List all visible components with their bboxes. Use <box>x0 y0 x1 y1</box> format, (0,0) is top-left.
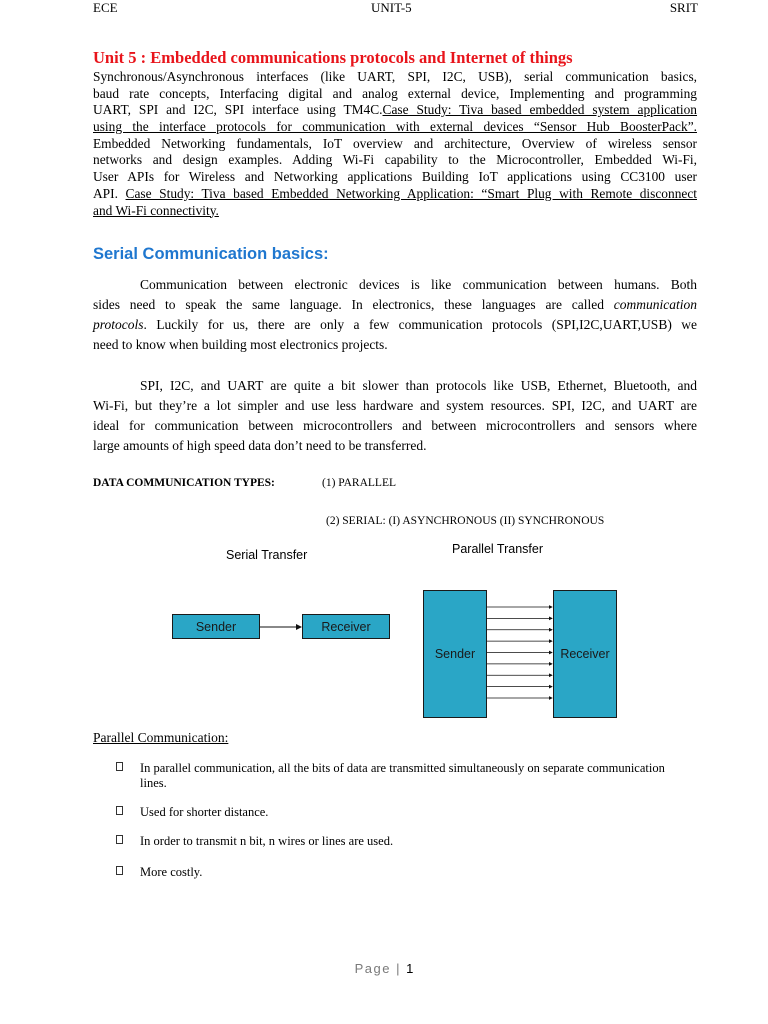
bullet-text: In order to transmit n bit, n wires or lines are used. <box>140 834 394 848</box>
header-left: ECE <box>93 0 118 15</box>
para-line: SPI, I2C, and UART are quite a bit slower than protocols like USB, Ethernet, Bluetooth, and <box>140 378 697 393</box>
serial-transfer-title: Serial Transfer <box>226 548 308 562</box>
parallel-receiver-label: Receiver <box>560 647 610 661</box>
bullet-text: More costly. <box>140 865 203 879</box>
para-text: . Luckily for us, there are only a few communication protocols (SPI,I2C,UART,USB) we <box>143 317 697 332</box>
para-text: sides need to speak the same language. In electronics, these languages are called <box>93 297 614 312</box>
syllabus-line-underlined[interactable]: and Wi-Fi connectivity. <box>93 202 219 218</box>
syllabus-line: networks and design examples. Adding Wi-Fi capability to the Microcontroller, Embedded Wi-Fi, <box>93 152 697 168</box>
parallel-receiver-box <box>553 590 617 718</box>
parallel-arrows <box>487 607 552 698</box>
square-bullet-icon <box>116 866 123 875</box>
page-footer: Page | 1 <box>354 961 414 976</box>
para-line: Wi-Fi, but they’re a lot simpler and use less hardware and system resources. SPI, I2C, and UART are <box>93 398 697 413</box>
bullet-text: In parallel communication, all the bits of data are transmitted simultaneously on separate communication lines. <box>140 761 665 790</box>
para-italic: communication <box>613 297 697 312</box>
header-right: SRIT <box>669 0 698 15</box>
para-italic: protocols <box>93 317 144 332</box>
square-bullet-icon <box>116 806 123 815</box>
syllabus-line-underlined[interactable]: using the interface protocols for communication with external devices “Sensor Hub BoosterPack”. <box>93 119 697 135</box>
syllabus-line: baud rate concepts, Interfacing digital and analog external device, Implementing and programming <box>93 85 697 101</box>
section-heading: Serial Communication basics: <box>93 245 329 263</box>
page-label: Page <box>354 961 392 976</box>
parallel-sender-box <box>423 590 487 718</box>
comm-type-serial: (2) SERIAL: (I) ASYNCHRONOUS (II) SYNCHRONOUS <box>326 515 605 527</box>
unit-title: Unit 5 : Embedded communications protocols and Internet of things <box>93 48 573 67</box>
parallel-transfer-title: Parallel Transfer <box>452 542 544 556</box>
square-bullet-icon <box>116 835 123 844</box>
para-line: large amounts of high speed data don’t need to be transferred. <box>93 438 427 453</box>
comm-types-label: DATA COMMUNICATION TYPES: <box>93 477 275 489</box>
parallel-communication-heading: Parallel Communication: <box>93 730 229 745</box>
syllabus-text: API. <box>93 185 126 201</box>
para-line: ideal for communication between microcontrollers and between microcontrollers and sensors where <box>93 418 697 433</box>
serial-receiver-label: Receiver <box>321 619 371 634</box>
case-study-link-1[interactable]: Case Study: Tiva based embedded system application <box>382 102 698 118</box>
square-bullet-icon <box>116 762 123 771</box>
syllabus-line: Embedded Networking fundamentals, IoT overview and architecture, Overview of wireless sensor <box>93 135 697 151</box>
page-number: 1 <box>406 961 414 976</box>
syllabus-line: Synchronous/Asynchronous interfaces (like UART, SPI, I2C, USB), serial communication basics, <box>93 69 697 84</box>
para-line: need to know when building most electronics projects. <box>93 337 388 352</box>
header-center: UNIT-5 <box>371 0 412 15</box>
syllabus-line: User APIs for Wireless and Networking applications Building IoT applications using CC3100 user <box>93 169 697 185</box>
parallel-sender-label: Sender <box>434 647 476 661</box>
case-study-link-2[interactable]: Case Study: Tiva based Embedded Networking Application: “Smart Plug with Remote disconnect <box>125 185 698 201</box>
serial-sender-label: Sender <box>195 619 237 634</box>
para-line: Communication between electronic devices is like communication between humans. Both <box>140 277 697 292</box>
syllabus-text: UART, SPI and I2C, SPI interface using TM4C. <box>93 102 383 118</box>
bullet-text: Used for shorter distance. <box>140 805 269 819</box>
comm-type-parallel: (1) PARALLEL <box>322 477 397 489</box>
